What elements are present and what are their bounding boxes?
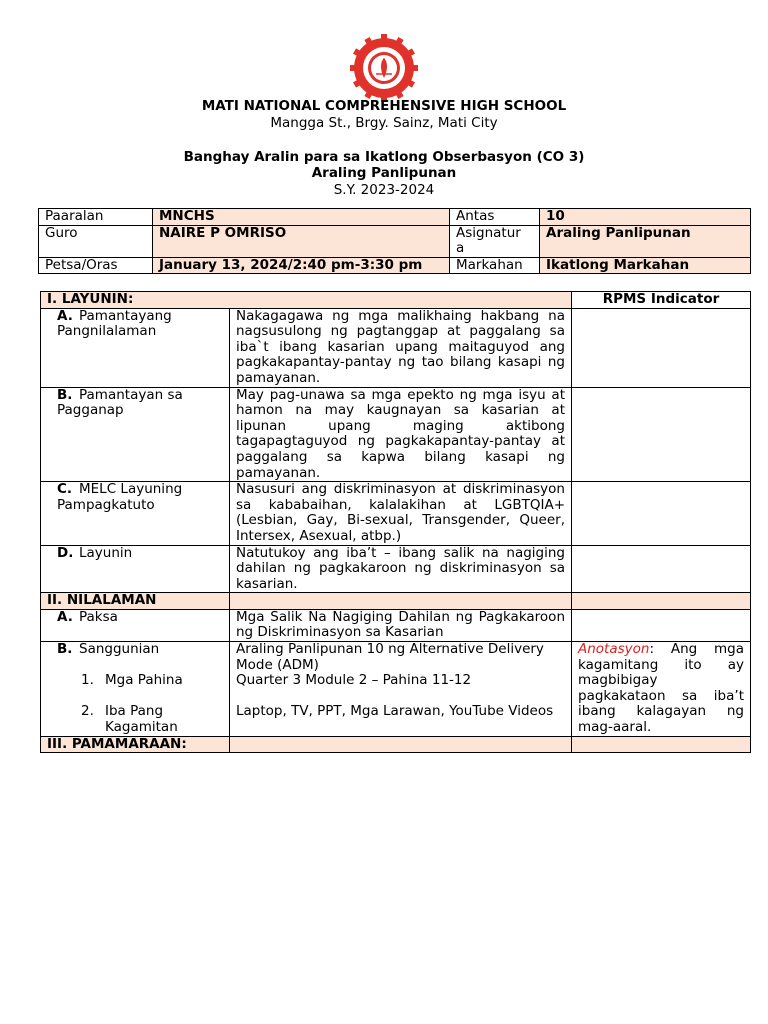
school-year: S.Y. 2023-2024 bbox=[333, 182, 435, 198]
row-label: Sanggunian bbox=[79, 641, 160, 658]
school-name: MATI NATIONAL COMPREHENSIVE HIGH SCHOOL bbox=[201, 98, 567, 114]
petsa-value: January 13, 2024/2:40 pm-3:30 pm bbox=[153, 257, 450, 274]
table-row bbox=[41, 387, 751, 482]
subject-title: Araling Panlipunan bbox=[311, 165, 457, 181]
rpms-cell bbox=[572, 482, 751, 545]
row-letter: C. bbox=[57, 481, 73, 498]
row-label: Paksa bbox=[79, 608, 118, 625]
guro-value: NAIRE P OMRISO bbox=[153, 225, 450, 257]
sub-number: 2. bbox=[81, 703, 94, 720]
markahan-value: Ikatlong Markahan bbox=[540, 257, 751, 274]
rpms-cell bbox=[572, 308, 751, 387]
paaralan-value: MNCHS bbox=[153, 209, 450, 226]
info-row bbox=[39, 257, 751, 274]
info-row bbox=[39, 209, 751, 226]
sub-number: 1. bbox=[81, 672, 94, 689]
table-row bbox=[41, 609, 751, 641]
plan-title: Banghay Aralin para sa Ikatlong Obserbasyon (CO 3) bbox=[183, 149, 585, 165]
lesson-plan-table bbox=[40, 291, 751, 753]
paaralan-label: Paaralan bbox=[39, 209, 153, 226]
kagamitan-text: Laptop, TV, PPT, Mga Larawan, YouTube Videos bbox=[236, 703, 554, 720]
row-letter: A. bbox=[57, 307, 73, 324]
row-label: MELC Layuning Pampagkatuto bbox=[57, 481, 183, 513]
anotasyon-text: : Ang mga kagamitang ito ay magbibigay pagkakataon sa iba’t ibang kalagayan ng mag-aaral. bbox=[578, 641, 744, 736]
row-letter: A. bbox=[57, 608, 73, 625]
section-header-row bbox=[41, 736, 751, 753]
section-header-row bbox=[41, 593, 751, 610]
row-content: May pag-unawa sa mga epekto ng mga isyu at hamon na may kaugnayan sa kasarian at lipunan upang maging aktibong tagapagtaguyod ng pagkakapantay-pantay at paggalang sa kapwa bilang kasapi ng pamayanan. bbox=[230, 387, 572, 482]
antas-value: 10 bbox=[540, 209, 751, 226]
rpms-cell bbox=[572, 387, 751, 482]
school-address: Mangga St., Brgy. Sainz, Mati City bbox=[270, 115, 498, 131]
table-row bbox=[41, 545, 751, 593]
row-letter: B. bbox=[57, 641, 73, 658]
layunin-header: I. LAYUNIN: bbox=[41, 292, 572, 309]
sanggunian-text: Araling Panlipunan 10 ng Alternative Delivery Mode (ADM) bbox=[236, 641, 544, 673]
row-label: Pamantayan sa Pagganap bbox=[57, 386, 183, 419]
rpms-header: RPMS Indicator bbox=[572, 292, 751, 309]
row-label: Layunin bbox=[79, 544, 133, 561]
row-content: Nakagagawa ng mga malikhaing hakbang na nagsusulong ng pagtanggap at paggalang sa iba`t ibang kasarian upang maitaguyod ang pagkakapantay-pantay ng tao bilang kasapi ng pamayanan. bbox=[230, 308, 572, 387]
row-content: Natutukoy ang iba’t – ibang salik na nagiging dahilan ng pagkakaroon ng diskriminasyon sa kasarian. bbox=[230, 545, 572, 593]
row-label: Pamantayang Pangnilalaman bbox=[57, 307, 172, 340]
table-row bbox=[41, 482, 751, 545]
asignatura-label: Asignatur a bbox=[450, 225, 540, 257]
rpms-cell bbox=[572, 545, 751, 593]
anotasyon-label: Anotasyon bbox=[578, 641, 650, 658]
pahina-text: Quarter 3 Module 2 – Pahina 11-12 bbox=[236, 672, 472, 689]
table-row bbox=[41, 642, 751, 737]
info-table bbox=[38, 208, 751, 274]
section-header-row bbox=[41, 292, 751, 309]
row-content: Nasusuri ang diskriminasyon at diskriminasyon sa kababaihan, kalalakihan at LGBTQIA+ (Lesbian, Gay, Bi-sexual, Transgender, Queer, Intersex, Asexual, atbp.) bbox=[230, 482, 572, 545]
school-seal-logo bbox=[350, 34, 418, 102]
table-row bbox=[41, 308, 751, 387]
markahan-label: Markahan bbox=[450, 257, 540, 274]
nilalaman-header: II. NILALAMAN bbox=[41, 593, 230, 610]
pamamaraan-header: III. PAMAMARAAN: bbox=[41, 736, 230, 753]
sub-label: Mga Pahina bbox=[105, 672, 183, 689]
info-row bbox=[39, 225, 751, 257]
sub-label: Iba Pang Kagamitan bbox=[105, 703, 178, 736]
antas-label: Antas bbox=[450, 209, 540, 226]
guro-label: Guro bbox=[39, 225, 153, 257]
asignatura-value: Araling Panlipunan bbox=[540, 225, 751, 257]
row-letter: D. bbox=[57, 544, 74, 561]
row-content: Mga Salik Na Nagiging Dahilan ng Pagkakaroon ng Diskriminasyon sa Kasarian bbox=[230, 609, 572, 641]
row-letter: B. bbox=[57, 386, 73, 403]
petsa-label: Petsa/Oras bbox=[39, 257, 153, 274]
rpms-cell bbox=[572, 609, 751, 641]
